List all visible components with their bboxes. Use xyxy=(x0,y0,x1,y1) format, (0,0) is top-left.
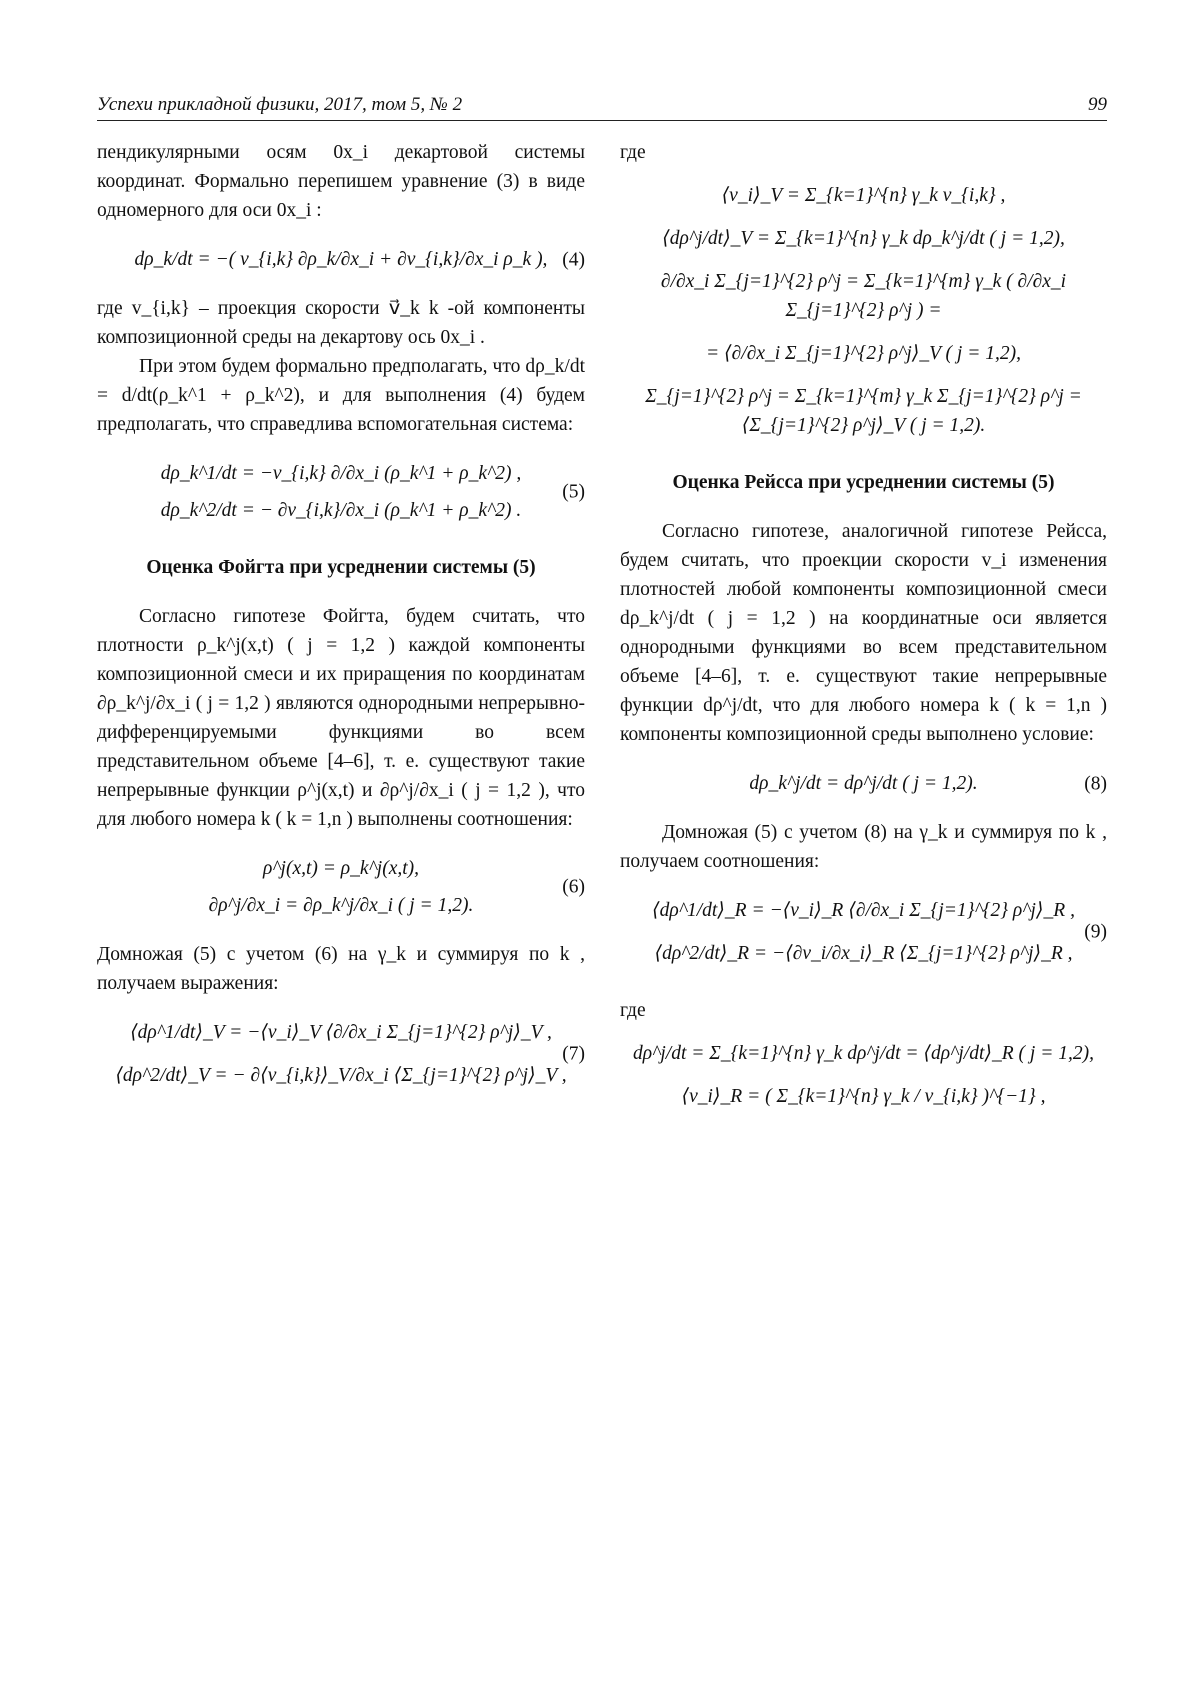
equation-line: = ⟨∂/∂x_i Σ_{j=1}^{2} ρ^j⟩_V ( j = 1,2), xyxy=(706,343,1021,364)
paragraph: Домножая (5) с учетом (8) на γ_k и суммируя по k , получаем соотношения: xyxy=(620,822,1107,872)
equation-line: ⟨dρ^1/dt⟩_R = −⟨v_i⟩_R ⟨∂/∂x_i Σ_{j=1}^{2} ρ^j⟩_R , xyxy=(652,900,1075,921)
equation-line: dρ_k^j/dt = dρ^j/dt ( j = 1,2). xyxy=(749,773,978,794)
right-column xyxy=(620,138,1107,1111)
paragraph: При этом будем формально предполагать, что dρ_k/dt = d/dt(ρ_k^1 + ρ_k^2), и для выполнения (4) будем предполагать, что справедлива вспомогательная система: xyxy=(97,356,585,435)
equation-5 xyxy=(97,459,585,525)
equation-4 xyxy=(97,245,585,274)
journal-title: Успехи прикладной физики, 2017, том 5, № 2 xyxy=(97,94,463,115)
paragraph: Домножая (5) с учетом (6) на γ_k и суммируя по k , получаем выражения: xyxy=(97,944,585,994)
equation-line: Σ_{j=1}^{2} ρ^j = Σ_{k=1}^{m} γ_k Σ_{j=1}^{2} ρ^j = ⟨Σ_{j=1}^{2} ρ^j⟩_V ( j = 1,2). xyxy=(645,386,1082,436)
section-heading: Оценка Фойгта при усреднении системы (5) xyxy=(146,557,536,578)
equation-line: ⟨v_i⟩_R = ( Σ_{k=1}^{n} γ_k / v_{i,k} )^{−1} , xyxy=(681,1086,1046,1107)
equation-line: ρ^j(x,t) = ρ_k^j(x,t), xyxy=(262,858,420,879)
equation-7 xyxy=(97,1018,585,1090)
equation-number: (7) xyxy=(562,1043,585,1065)
equation-number: (8) xyxy=(1084,773,1107,794)
equation-8 xyxy=(620,769,1107,798)
left-column xyxy=(97,138,585,1090)
equation-number: (5) xyxy=(562,481,585,503)
equation-number: (9) xyxy=(1084,921,1107,943)
equation-line: ∂/∂x_i Σ_{j=1}^{2} ρ^j = Σ_{k=1}^{m} γ_k ( ∂/∂x_i Σ_{j=1}^{2} ρ^j ) = xyxy=(660,271,1067,321)
equation-line: dρ_k^1/dt = −v_{i,k} ∂/∂x_i (ρ_k^1 + ρ_k^2) , xyxy=(160,463,522,484)
equation-block-reuss-defs xyxy=(620,1039,1107,1111)
paragraph: Согласно гипотезе, аналогичной гипотезе Рейсса, будем считать, что проекции скорости v_i изменения плотностей любой компоненты композиционной смеси dρ_k^j/dt ( j = 1,2 ) на координатные оси является однородными функциями во всем представительном объеме [4–6], т. е. существуют такие непрерывные функции dρ^j/dt, что для любого номера k ( k = 1,n ) компоненты композиционной среды выполнено условие: xyxy=(620,521,1107,745)
equation-number: (6) xyxy=(562,876,585,898)
running-header xyxy=(97,90,1107,121)
equation-line: ⟨v_i⟩_V = Σ_{k=1}^{n} γ_k v_{i,k} , xyxy=(721,185,1006,206)
equation-line: ∂ρ^j/∂x_i = ∂ρ_k^j/∂x_i ( j = 1,2). xyxy=(208,895,474,916)
section-heading: Оценка Рейсса при усреднении системы (5) xyxy=(672,472,1055,493)
equation-line: dρ_k^2/dt = − ∂v_{i,k}/∂x_i (ρ_k^1 + ρ_k^2) . xyxy=(160,500,522,521)
equation-9 xyxy=(620,896,1107,968)
equation-line: dρ^j/dt = Σ_{k=1}^{n} γ_k dρ^j/dt = ⟨dρ^j/dt⟩_R ( j = 1,2), xyxy=(633,1043,1094,1064)
equation-number: (4) xyxy=(562,249,585,270)
paragraph: Согласно гипотезе Фойгта, будем считать, что плотности ρ_k^j(x,t) ( j = 1,2 ) каждой компоненты композиционной смеси и их приращения по координатам ∂ρ_k^j/∂x_i ( j = 1,2 ) являются однородными непрерывно-дифференцируемыми функциями во всем представительном объеме [4–6], т. е. существуют такие непрерывные функции ρ^j(x,t) и ∂ρ^j/∂x_i ( j = 1,2 ), что для любого номера k ( k = 1,n ) выполнены соотношения: xyxy=(97,606,585,830)
equation-6 xyxy=(97,854,585,920)
equation-line: ⟨dρ^j/dt⟩_V = Σ_{k=1}^{n} γ_k dρ_k^j/dt ( j = 1,2), xyxy=(662,228,1065,249)
equation-line: dρ_k/dt = −( v_{i,k} ∂ρ_k/∂x_i + ∂v_{i,k}/∂x_i ρ_k ), xyxy=(134,249,548,270)
paragraph: пендикулярными осям 0x_i декартовой системы координат. Формально перепишем уравнение (3) в виде одномерного для оси 0x_i : xyxy=(97,142,585,221)
equation-line: ⟨dρ^2/dt⟩_R = −⟨∂v_i/∂x_i⟩_R ⟨Σ_{j=1}^{2} ρ^j⟩_R , xyxy=(654,943,1073,964)
page-number: 99 xyxy=(1088,94,1107,115)
paragraph: где xyxy=(620,1000,646,1021)
equation-line: ⟨dρ^2/dt⟩_V = − ∂⟨v_{i,k}⟩_V/∂x_i ⟨Σ_{j=1}^{2} ρ^j⟩_V , xyxy=(115,1065,567,1086)
paragraph: где v_{i,k} – проекция скорости v⃗_k k -ой компоненты композиционной среды на декартову ось 0x_i . xyxy=(97,298,585,348)
paragraph: где xyxy=(620,142,646,163)
equation-block-voigt-defs xyxy=(620,181,1107,440)
equation-line: ⟨dρ^1/dt⟩_V = −⟨v_i⟩_V ⟨∂/∂x_i Σ_{j=1}^{2} ρ^j⟩_V , xyxy=(130,1022,552,1043)
